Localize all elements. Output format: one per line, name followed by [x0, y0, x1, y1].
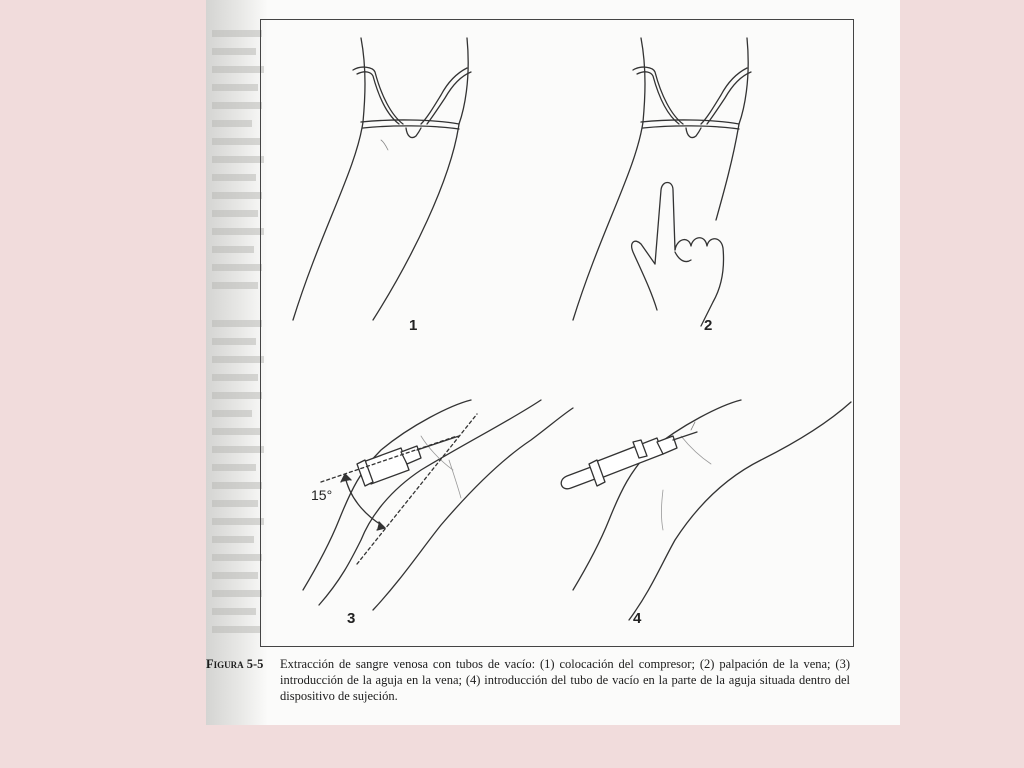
- caption-text: Extracción de sangre venosa con tubos de vacío: (1) colocación del compresor; (2) palpación de la vena; (3) introducción de la aguja en la vena; (4) introducción del tubo de vacío en la parte de la aguja situada dentro del dispositivo de sujeción.: [280, 657, 850, 703]
- panel-4-tube-insertion: [561, 400, 851, 620]
- book-page: [206, 0, 900, 725]
- figure-frame: [260, 19, 854, 647]
- panel-1-arm-tourniquet: [293, 38, 471, 320]
- panel-3-needle-insertion: [303, 400, 573, 610]
- panel-label-2: 2: [704, 317, 713, 334]
- panel-label-4: 4: [633, 610, 642, 627]
- figure-caption: [206, 652, 900, 712]
- panel-label-3: 3: [347, 610, 356, 627]
- angle-label: 15°: [311, 487, 333, 503]
- page-gutter-shadow: [206, 0, 268, 725]
- venipuncture-illustration: [261, 20, 855, 648]
- panel-label-1: 1: [409, 317, 418, 334]
- caption-label: Figura 5-5: [206, 657, 264, 671]
- panel-2-vein-palpation: [573, 38, 751, 326]
